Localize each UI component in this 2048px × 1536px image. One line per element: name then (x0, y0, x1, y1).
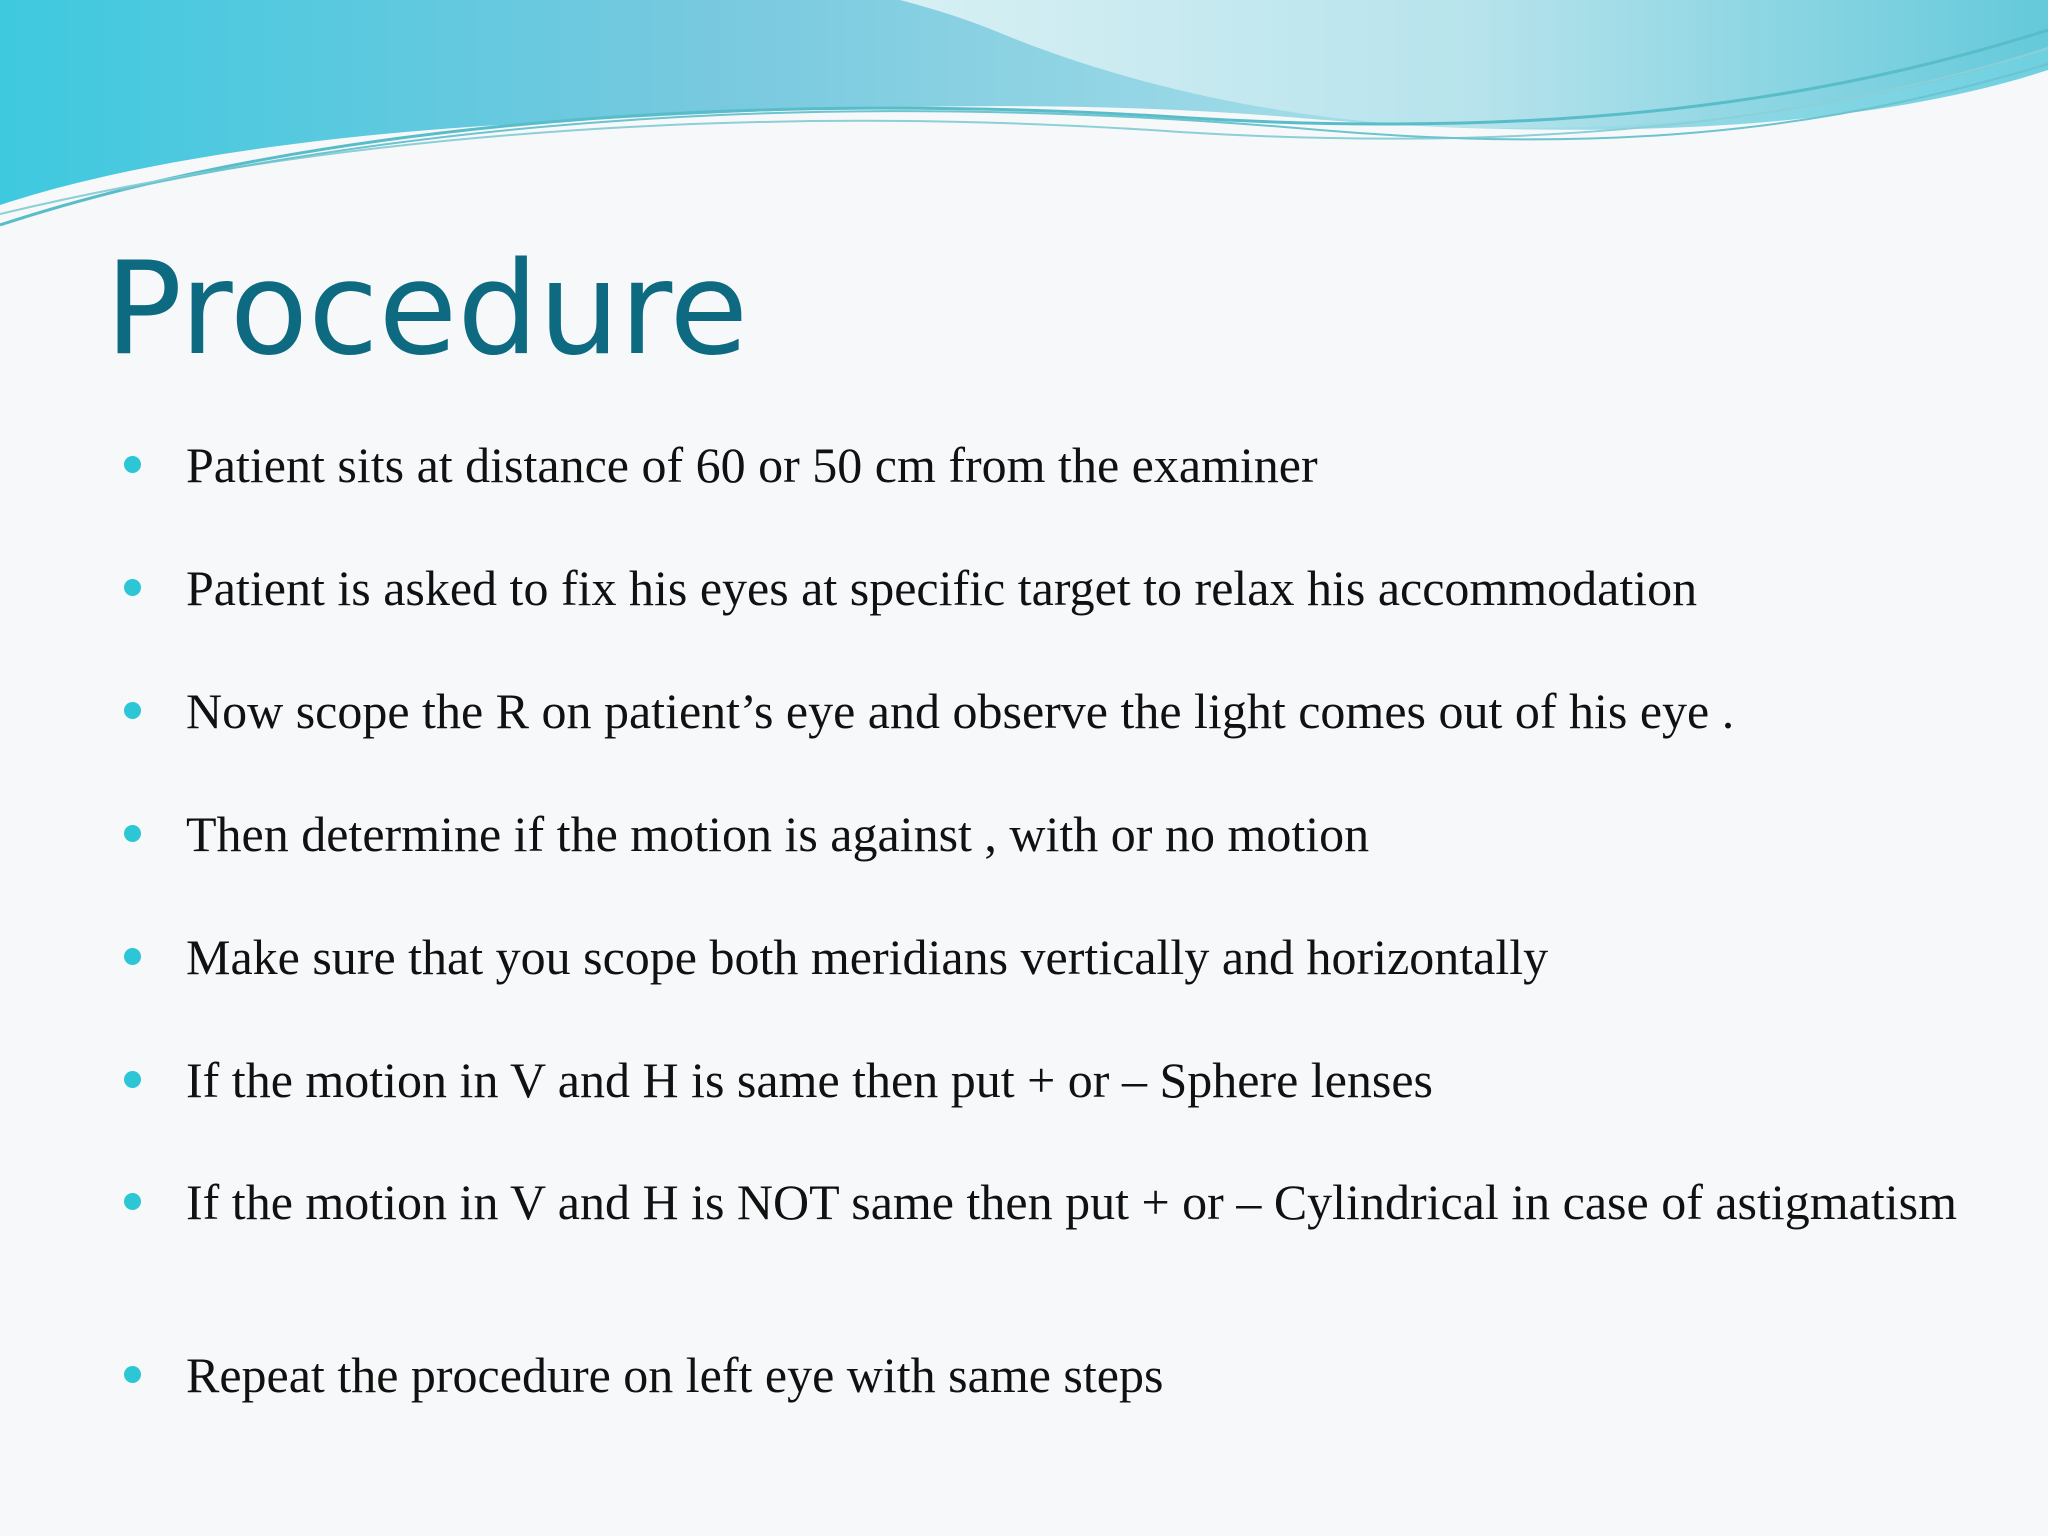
bullet-icon (124, 948, 141, 965)
bullet-text: If the motion in V and H is same then put + or – Sphere lenses (186, 1052, 1433, 1108)
bullet-text: Patient sits at distance of 60 or 50 cm from the examiner (186, 437, 1318, 493)
bullet-text: Patient is asked to fix his eyes at specific target to relax his accommodation (186, 560, 1698, 616)
bullet-icon (124, 1366, 141, 1383)
bullet-icon (124, 579, 141, 596)
bullet-text: Repeat the procedure on left eye with same steps (186, 1347, 1164, 1403)
bullet-item (124, 683, 1924, 739)
bullet-text: Then determine if the motion is against , with or no motion (186, 806, 1370, 862)
top-wave-decoration (0, 0, 2048, 240)
slide-title: Procedure (105, 235, 749, 384)
bullet-icon (124, 825, 141, 842)
bullet-text: Make sure that you scope both meridians vertically and horizontally (186, 929, 1549, 985)
bullet-icon (124, 1193, 141, 1210)
bullet-icon (124, 702, 141, 719)
bullet-item (124, 560, 1924, 616)
bullet-item (124, 806, 1924, 862)
bullet-icon (124, 1071, 141, 1088)
bullet-icon (124, 456, 141, 473)
bullet-text: Now scope the R on patient’s eye and observe the light comes out of his eye . (186, 683, 1735, 739)
bullet-item (124, 437, 1924, 493)
bullet-text: If the motion in V and H is NOT same then put + or – Cylindrical in case of astigmatism (186, 1174, 1957, 1230)
bullet-item (124, 929, 1924, 985)
bullet-item (124, 1347, 1924, 1403)
bullet-item (124, 1052, 1924, 1108)
bullet-item (124, 1174, 1957, 1230)
